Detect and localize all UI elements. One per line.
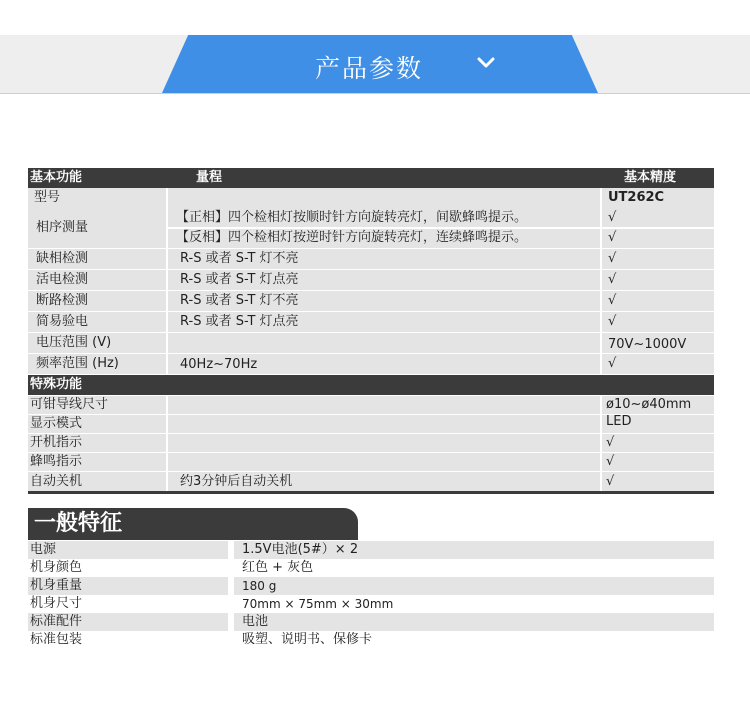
model-value: UT262C: [608, 190, 665, 205]
row-range: R-S 或者 S-T 灯不亮: [180, 251, 299, 266]
row-label: 可钳导线尺寸: [30, 397, 109, 412]
table-row: [28, 434, 714, 452]
row-value: 1.5V电池(5#）× 2: [242, 542, 359, 557]
chevron-down-icon[interactable]: [475, 52, 497, 74]
row-range: R-S 或者 S-T 灯不亮: [180, 293, 299, 308]
row-label: 机身尺寸: [30, 596, 83, 611]
row-range: 约3分钟后自动关机: [180, 474, 293, 489]
table-row: [28, 208, 714, 248]
row-label: 标准配件: [30, 614, 83, 629]
row-label: 蜂鸣指示: [30, 454, 83, 469]
table-row: [28, 595, 714, 613]
row-acc: √: [608, 251, 617, 266]
row-label: 机身颜色: [30, 560, 83, 575]
table-row: [28, 249, 714, 269]
row-label: 缺相检测: [36, 251, 89, 266]
phase-acc2: √: [608, 230, 617, 245]
row-range: [180, 333, 604, 353]
row-acc: √: [606, 474, 615, 489]
header-func: 基本功能: [30, 170, 83, 185]
row-range: R-S 或者 S-T 灯点亮: [180, 272, 299, 287]
row-label: 标准包装: [30, 632, 83, 647]
table-row: [28, 396, 714, 414]
row-value: 吸塑、说明书、保修卡: [242, 632, 373, 647]
table-bottom-border: [28, 491, 714, 494]
row-acc: LED: [606, 414, 632, 429]
phase-row2: 【反相】四个检相灯按逆时针方向旋转亮灯，连续蜂鸣提示。: [176, 230, 528, 245]
banner-title: 产品参数: [315, 54, 424, 83]
row-acc: √: [606, 435, 615, 450]
spec-table: [28, 168, 714, 494]
phase-label: 相序测量: [36, 220, 89, 235]
row-label: 电压范围 (V): [36, 335, 112, 350]
phase-acc1: √: [608, 210, 617, 225]
model-label: 型号: [34, 190, 61, 205]
row-label: 电源: [30, 542, 57, 557]
table-row: [28, 577, 714, 595]
table-row: [28, 291, 714, 311]
row-label: 显示模式: [30, 416, 83, 431]
row-value: 红色 + 灰色: [242, 560, 314, 575]
row-range: 40Hz~70Hz: [180, 357, 258, 372]
row-value: 电池: [242, 614, 269, 629]
table-row: [28, 415, 714, 433]
table-header: [28, 168, 714, 188]
table-row: [28, 559, 714, 577]
table-row: [28, 453, 714, 471]
general-section-title: 一般特征: [28, 508, 358, 540]
row-label: 活电检测: [36, 272, 89, 287]
row-acc: √: [608, 314, 617, 329]
table-row: [28, 472, 714, 491]
table-row: [28, 312, 714, 332]
row-value: 70mm × 75mm × 30mm: [242, 597, 394, 611]
row-label: 开机指示: [30, 435, 83, 450]
row-label: 简易验电: [36, 314, 89, 329]
row-acc: √: [608, 272, 617, 287]
special-header-label: 特殊功能: [30, 377, 83, 392]
row-label: 机身重量: [30, 578, 83, 593]
row-acc: ø10~ø40mm: [606, 397, 692, 412]
header-range: 量程: [196, 170, 223, 185]
row-acc: √: [608, 356, 617, 371]
table-row: [28, 541, 714, 559]
special-header: [28, 375, 714, 395]
row-acc: √: [608, 293, 617, 308]
header-accuracy: 基本精度: [624, 170, 677, 185]
row-range: R-S 或者 S-T 灯点亮: [180, 314, 299, 329]
row-label: 自动关机: [30, 474, 83, 489]
table-row: [28, 270, 714, 290]
row-acc: 70V~1000V: [608, 337, 687, 352]
row-label: 频率范围 (Hz): [36, 356, 119, 371]
table-row: [28, 613, 714, 631]
row-label: 断路检测: [36, 293, 89, 308]
general-table: [28, 541, 714, 649]
table-row: [28, 631, 714, 649]
table-row: [28, 333, 714, 353]
phase-row1: 【正相】四个检相灯按顺时针方向旋转亮灯，间歇蜂鸣提示。: [176, 210, 528, 225]
section-banner: [0, 35, 750, 94]
row-acc: √: [606, 454, 615, 469]
row-value: 180 g: [242, 579, 277, 593]
table-row: [28, 188, 714, 208]
table-row: [28, 354, 714, 374]
